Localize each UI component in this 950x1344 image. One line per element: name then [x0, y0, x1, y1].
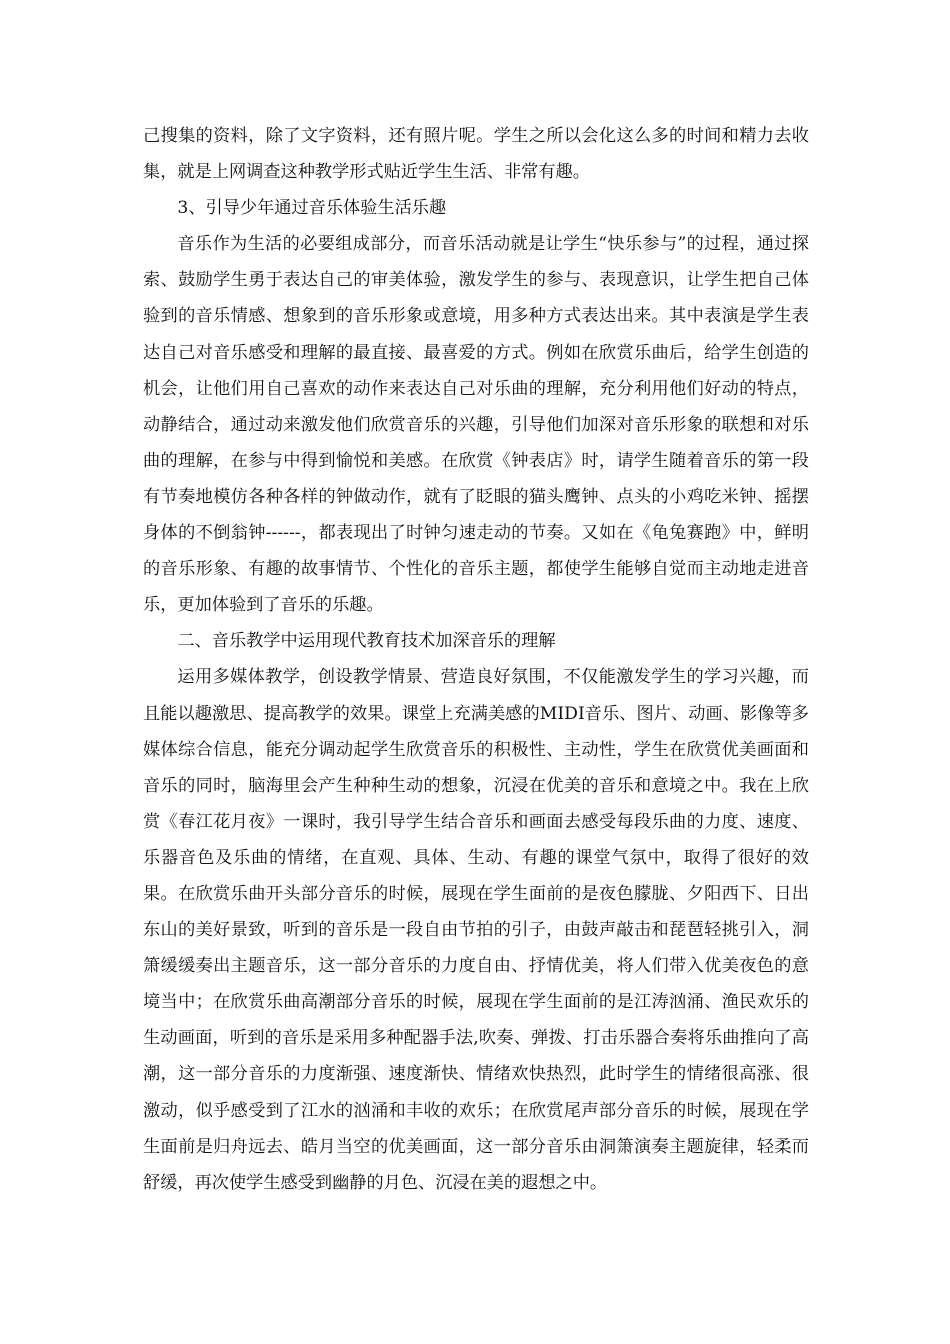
section-heading-music-life: 3、引导少年通过音乐体验生活乐趣: [177, 198, 447, 219]
paragraph-multimedia-teaching: 运用多媒体教学，创设教学情景、营造良好氛围，不仅能激发学生的学习兴趣，而且能以趣激思、提高教学的效果。课堂上充满美感的MIDI音乐、图片、动画、影像等多媒体综合信息，能充分调动起学生欣赏音乐的积极性、主动性，学生在欣赏优美画面和音乐的同时，脑海里会产生种种生动的想象，沉浸在优美的音乐和意境之中。我在上欣赏《春江花月夜》一课时，我引导学生结合音乐和画面去感受每段乐曲的力度、速度、乐器音色及乐曲的情绪，在直观、具体、生动、有趣的课堂气氛中，取得了很好的效果。在欣赏乐曲开头部分音乐的时候，展现在学生面前的是夜色朦胧、夕阳西下、日出东山的美好景致，听到的音乐是一段自由节拍的引子，由鼓声敲击和琵琶轻挑引入，洞箫缓缓奏出主题音乐，这一部分音乐的力度自由、抒情优美，将人们带入优美夜色的意境当中；在欣赏乐曲高潮部分音乐的时候，展现在学生面前的是江涛汹涌、渔民欢乐的生动画面，听到的音乐是采用多种配器手法,吹奏、弹拨、打击乐器合奏将乐曲推向了高潮，这一部分音乐的力度渐强、速度渐快、情绪欢快热烈，此时学生的情绪很高涨、很激动，似乎感受到了江水的汹涌和丰收的欢乐；在欣赏尾声部分音乐的时候，展现在学生面前是归舟远去、皓月当空的优美画面，这一部分音乐由洞箫演奏主题旋律，轻柔而舒缓，再次使学生感受到幽静的月色、沉浸在美的遐想之中。: [143, 667, 809, 1193]
paragraph-music-experience: 音乐作为生活的必要组成部分，而音乐活动就是让学生“快乐参与”的过程，通过探索、鼓励学生勇于表达自己的审美体验，激发学生的参与、表现意识，让学生把自己体验到的音乐情感、想象到的音乐形象或意境，用多种方式表达出来。其中表演是学生表达自己对音乐感受和理解的最直接、最喜爱的方式。例如在欣赏乐曲后，给学生创造的机会，让他们用自己喜欢的动作来表达自己对乐曲的理解，充分利用他们好动的特点，动静结合，通过动来激发他们欣赏音乐的兴趣，引导他们加深对音乐形象的联想和对乐曲的理解，在参与中得到愉悦和美感。在欣赏《钟表店》时，请学生随着音乐的第一段有节奏地模仿各种各样的钟做动作，就有了眨眼的猫头鹰钟、点头的小鸡吃米钟、摇摆身体的不倒翁钟------，都表现出了时钟匀速走动的节奏。又如在《龟兔赛跑》中，鲜明的音乐形象、有趣的故事情节、个性化的音乐主题，都使学生能够自觉而主动地走进音乐，更加体验到了音乐的乐趣。: [143, 234, 809, 616]
body-text: [143, 118, 809, 1201]
paragraph-continued: 己搜集的资料，除了文字资料，还有照片呢。学生之所以会化这么多的时间和精力去收集，就是上网调查这种教学形式贴近学生生活、非常有趣。: [143, 126, 809, 183]
section-heading-modern-technology: 二、音乐教学中运用现代教育技术加深音乐的理解: [177, 631, 556, 652]
